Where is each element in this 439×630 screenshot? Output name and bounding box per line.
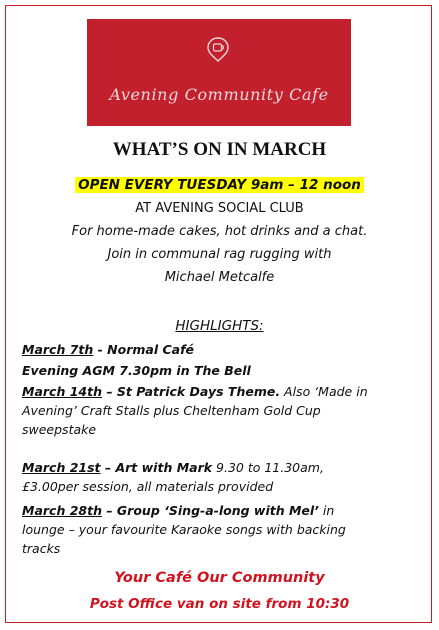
opening-hours-highlight: OPEN EVERY TUESDAY 9am – 12 noon [75, 177, 364, 193]
venue-line: AT AVENING SOCIAL CLUB [135, 201, 304, 216]
event-detail: lounge – your favourite Karaoke songs with backing [22, 522, 346, 537]
event-detail: in [318, 503, 335, 518]
event-title: - Normal Café [93, 342, 195, 357]
event-detail: Avening’ Craft Stalls plus Cheltenham Gold Cup [22, 403, 321, 418]
event-detail: 9.30 to 11.30am, [212, 460, 324, 475]
event-date: March 28th [22, 503, 102, 518]
brand-name: Avening Community Cafe [109, 85, 329, 104]
intro-line-1: For home-made cakes, hot drinks and a chat. [71, 224, 368, 239]
event-detail: sweepstake [22, 422, 97, 437]
intro-line-3: Michael Metcalfe [164, 270, 275, 285]
event-date: March 21st [22, 460, 101, 475]
event-march-21 [22, 458, 422, 496]
event-title: – St Patrick Days Theme. [101, 384, 281, 399]
event-title: – Group ‘Sing-a-long with Mel’ [101, 503, 319, 518]
highlights-heading: HIGHLIGHTS: [175, 318, 264, 334]
footer-tagline: Your Café Our Community [114, 570, 325, 586]
agm-text: Evening AGM 7.30pm in The Bell [22, 363, 251, 378]
event-detail: Also ‘Made in [280, 384, 368, 399]
intro-line-2: Join in communal rag rugging with [107, 247, 332, 262]
map-pin-coffee-cup-icon [205, 36, 231, 62]
event-march-14 [22, 382, 422, 439]
footer-notice: Post Office van on site from 10:30 [89, 596, 350, 612]
event-date: March 14th [22, 384, 102, 399]
event-march-28 [22, 501, 422, 558]
event-detail: £3.00per session, all materials provided [22, 479, 274, 494]
banner [87, 19, 351, 126]
event-title: – Art with Mark [100, 460, 213, 475]
event-date: March 7th [22, 342, 94, 357]
event-detail: tracks [22, 541, 61, 556]
page-title: WHAT’S ON IN MARCH [112, 139, 327, 160]
event-agm [22, 361, 422, 380]
event-march-7 [22, 340, 422, 359]
opening-hours [0, 176, 439, 194]
